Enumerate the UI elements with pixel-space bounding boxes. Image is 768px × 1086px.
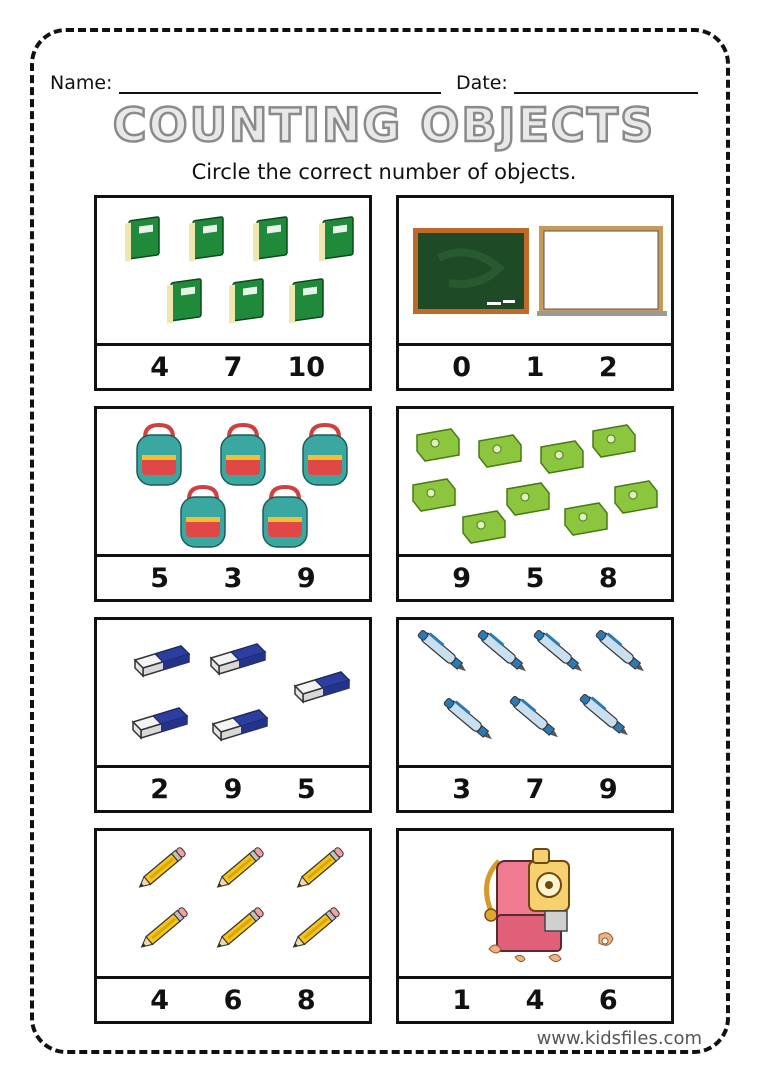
choice[interactable]: 8 (296, 984, 316, 1016)
pencil-icon (214, 907, 264, 951)
name-field[interactable] (50, 72, 441, 94)
pen-icon (533, 627, 587, 675)
eraser-icon (295, 672, 349, 702)
answer-choices (97, 554, 369, 599)
choice[interactable]: 4 (150, 984, 170, 1016)
sharpener-icon (565, 503, 607, 535)
backpack-icon (303, 425, 347, 485)
choice[interactable]: 10 (287, 351, 326, 383)
pen-icon (579, 691, 633, 739)
pen-icon (417, 627, 471, 675)
book-icon (167, 279, 201, 324)
choice[interactable]: 9 (223, 773, 243, 805)
pencil-icon (214, 847, 264, 891)
answer-choices (97, 976, 369, 1021)
answer-choices (97, 765, 369, 810)
eraser-icon (213, 710, 267, 740)
sharpener-icon (593, 425, 635, 457)
card-sharpeners (396, 406, 674, 602)
choice[interactable]: 6 (598, 984, 618, 1016)
pencil-icon (294, 847, 344, 891)
book-icon (319, 217, 353, 262)
choice[interactable]: 9 (452, 562, 472, 594)
eraser-icon (135, 646, 189, 676)
choice[interactable]: 7 (223, 351, 243, 383)
backpack-icon (137, 425, 181, 485)
choice[interactable]: 7 (525, 773, 545, 805)
choice[interactable]: 5 (525, 562, 545, 594)
pencil-icon (290, 907, 340, 951)
choice[interactable]: 4 (525, 984, 545, 1016)
choice[interactable]: 5 (150, 562, 170, 594)
choice[interactable]: 9 (598, 773, 618, 805)
name-label: Name: (50, 72, 113, 94)
sharpener-icon (413, 479, 455, 511)
book-icon (229, 279, 263, 324)
sharpeners-illustration (399, 409, 671, 557)
sharpener-icon (463, 511, 505, 543)
book-icon (125, 217, 159, 262)
card-backpacks (94, 406, 372, 602)
choice[interactable]: 9 (296, 562, 316, 594)
backpack-icon (263, 487, 307, 547)
worksheet-title: COUNTING OBJECTS (112, 98, 656, 152)
answer-choices (399, 554, 671, 599)
choice[interactable]: 1 (525, 351, 545, 383)
pen-icon (595, 627, 649, 675)
sharpener-icon (507, 483, 549, 515)
eraser-icon (211, 644, 265, 674)
date-label: Date: (456, 72, 508, 94)
eraser-icon (133, 708, 187, 738)
sharpener-icon (417, 429, 459, 461)
pen-icon (443, 695, 497, 743)
choice[interactable]: 1 (452, 984, 472, 1016)
choice[interactable]: 0 (452, 351, 472, 383)
card-books (94, 195, 372, 391)
sharpener-icon (479, 435, 521, 467)
name-line[interactable] (119, 74, 441, 94)
card-pens (396, 617, 674, 813)
book-icon (289, 279, 323, 324)
card-erasers (94, 617, 372, 813)
choice[interactable]: 2 (598, 351, 618, 383)
books-illustration (97, 198, 369, 346)
backpack-icon (221, 425, 265, 485)
website-footer: www.kidsfiles.com (536, 1028, 702, 1049)
sharpener-machine-illustration (399, 831, 671, 979)
sharpener-icon (541, 441, 583, 473)
pen-icon (509, 693, 563, 741)
pens-illustration (399, 620, 671, 768)
card-sharpener-machine (396, 828, 674, 1024)
choice[interactable]: 5 (296, 773, 316, 805)
pencil-icon (136, 847, 186, 891)
pen-icon (477, 627, 531, 675)
pencil-sharpener-machine-icon (485, 849, 569, 951)
answer-choices (399, 976, 671, 1021)
date-field[interactable] (456, 72, 698, 94)
erasers-illustration (97, 620, 369, 768)
choice[interactable]: 6 (223, 984, 243, 1016)
card-pencils (94, 828, 372, 1024)
answer-choices (399, 765, 671, 810)
answer-choices (97, 343, 369, 388)
date-line[interactable] (514, 74, 698, 94)
choice[interactable]: 4 (150, 351, 170, 383)
pencils-illustration (97, 831, 369, 979)
choice[interactable]: 8 (598, 562, 618, 594)
instruction-text: Circle the correct number of objects. (191, 160, 577, 184)
sharpener-icon (615, 481, 657, 513)
choice[interactable]: 3 (223, 562, 243, 594)
answer-choices (399, 343, 671, 388)
choice[interactable]: 2 (150, 773, 170, 805)
boards-illustration (399, 198, 671, 346)
pencil-icon (138, 907, 188, 951)
backpacks-illustration (97, 409, 369, 557)
book-icon (189, 217, 223, 262)
choice[interactable]: 3 (452, 773, 472, 805)
backpack-icon (181, 487, 225, 547)
card-boards (396, 195, 674, 391)
book-icon (253, 217, 287, 262)
